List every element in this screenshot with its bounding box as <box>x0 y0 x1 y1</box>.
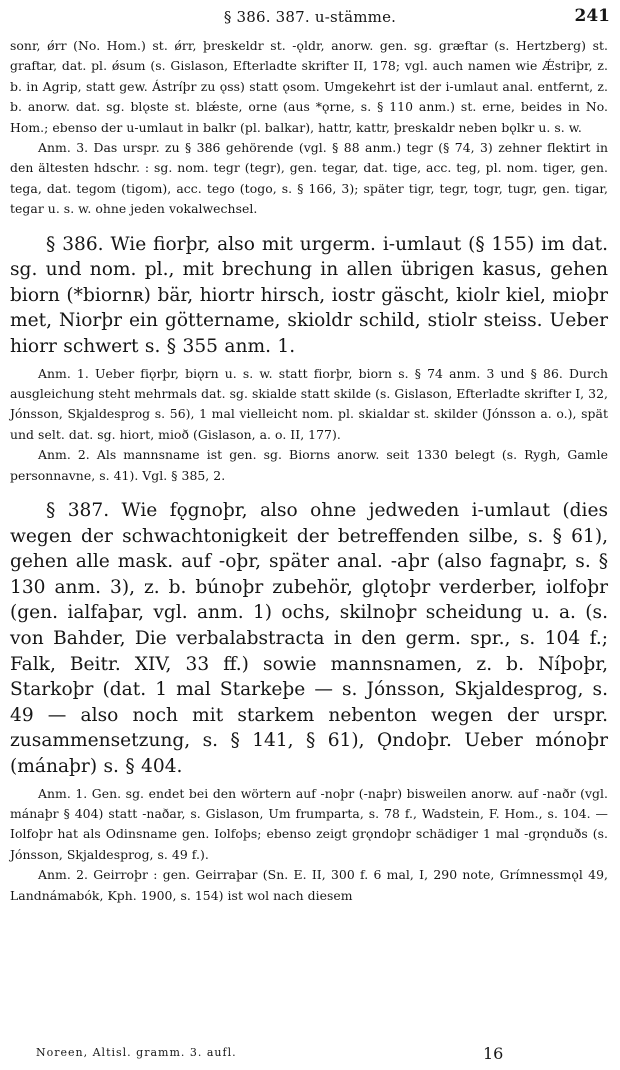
running-title: § 386. 387. u-stämme. <box>223 8 397 26</box>
paragraph-continuation: sonr, ǿrr (No. Hom.) st. ǿrr, þreskeldr st. -ǫldr, anorw. gen. sg. græftar (s. Hertzberg) st. graftar, dat. pl. ǿsum (s. Gislason, Efterladte skrifter II, 178; vgl. auch namen wie Ǽstriþr, z. b. in Agrip, statt gew. Ástríþr zu ǫss) statt ǫsom. Umgekehrt ist der i-umlaut anal. entfernt, z. b. anorw. dat. sg. blǫste st. blǽste, orne (aus *ǫrne, s. § 110 anm.) st. erne, beides in No. Hom.; ebenso der u-umlaut in balkr (pl. balkar), hattr, kattr, þreskaldr neben bǫlkr u. s. w. <box>10 38 608 135</box>
note-387-anm-1: Anm. 1. Gen. sg. endet bei den wörtern auf -noþr (-naþr) bisweilen anorw. auf -naðr (vgl. mánaþr § 404) statt -naðar, s. Gislason, Um frumparta, s. 78 f., Wadstein, F. Hom., s. 104. — Iolfoþr hat als Odinsname gen. Iolfoþs; ebenso zeigt grǫndoþr schädiger 1 mal -grǫnduðs (s. Jónsson, Skjaldesprog, s. 49 f.). <box>10 785 608 862</box>
imprint-line: Noreen, Altisl. gramm. 3. aufl. <box>36 1046 237 1059</box>
note-386-anm-2: Anm. 2. Als mannsname ist gen. sg. Biorns anorw. seit 1330 belegt (s. Rygh, Gamle personnavne, s. 41). Vgl. § 385, 2. <box>10 447 608 483</box>
page-body <box>10 36 608 906</box>
section-386: § 386. Wie fiorþr, also mit urgerm. i-umlaut (§ 155) im dat. sg. und nom. pl., mit brechung in allen übrigen kasus, gehen biorn (*biornʀ) bär, hiortr hirsch, iostr gäscht, kiolr kiel, mioþr met, Niorþr ein göttername, skioldr schild, stiolr steiss. Ueber hiorr schwert s. § 355 anm. 1. <box>10 233 608 358</box>
note-anm-3: Anm. 3. Das urspr. zu § 386 gehörende (vgl. § 88 anm.) tegr (§ 74, 3) zehner flektirt in den ältesten hdschr. : sg. nom. tegr (tegr), gen. tegar, dat. tige, acc. teg, pl. nom. tiger, gen. tega, dat. tegom (tigom), acc. tego (togo, s. § 166, 3); später tigr, tegr, togr, tugr, gen. tigar, tegar u. s. w. ohne jeden vokalwechsel. <box>10 140 608 217</box>
page-header <box>0 4 620 30</box>
signature-mark: 16 <box>483 1044 504 1063</box>
spacer <box>10 220 608 232</box>
section-387: § 387. Wie fǫgnoþr, also ohne jedweden i-umlaut (dies wegen der schwachtonigkeit der betreffenden silbe, s. § 61), gehen alle mask. auf -oþr, später anal. -aþr (also fagnaþr, s. § 130 anm. 3), z. b. búnoþr zubehör, glǫtoþr verderber, iolfoþr (gen. ialfaþar, vgl. anm. 1) ochs, skilnoþr scheidung u. a. (s. von Bahder, Die verbalabstracta in den germ. spr., s. 104 f.; Falk, Beitr. XIV, 33 ff.) sowie mannsnamen, z. b. Níþoþr, Starkoþr (dat. 1 mal Starkeþe — s. Jónsson, Skjaldesprog, s. 49 — also noch mit starkem nebenton wegen der urspr. zusammensetzung, s. § 141, § 61), Ǫndoþr. Ueber mónoþr (mánaþr) s. § 404. <box>10 500 608 777</box>
note-387-anm-2: Anm. 2. Geirroþr : gen. Geirraþar (Sn. E. II, 300 f. 6 mal, I, 290 note, Grímnessmǫl 49, Landnámabók, Kph. 1900, s. 154) ist wol nach diesem <box>10 867 608 903</box>
page-footer <box>36 1044 610 1064</box>
spacer <box>10 486 608 498</box>
note-386-anm-1: Anm. 1. Ueber fiǫrþr, biǫrn u. s. w. statt fiorþr, biorn s. § 74 anm. 3 und § 86. Durch ausgleichung steht mehrmals dat. sg. skialde statt skilde (s. Gislason, Efterladte skrifter I, 32, Jónsson, Skjaldesprog s. 56), 1 mal vielleicht nom. pl. skialdar st. skilder (Jónsson a. o.), spät und selt. dat. sg. hiort, mioð (Gislason, a. o. II, 177). <box>10 365 608 442</box>
page-number: 241 <box>574 6 610 26</box>
